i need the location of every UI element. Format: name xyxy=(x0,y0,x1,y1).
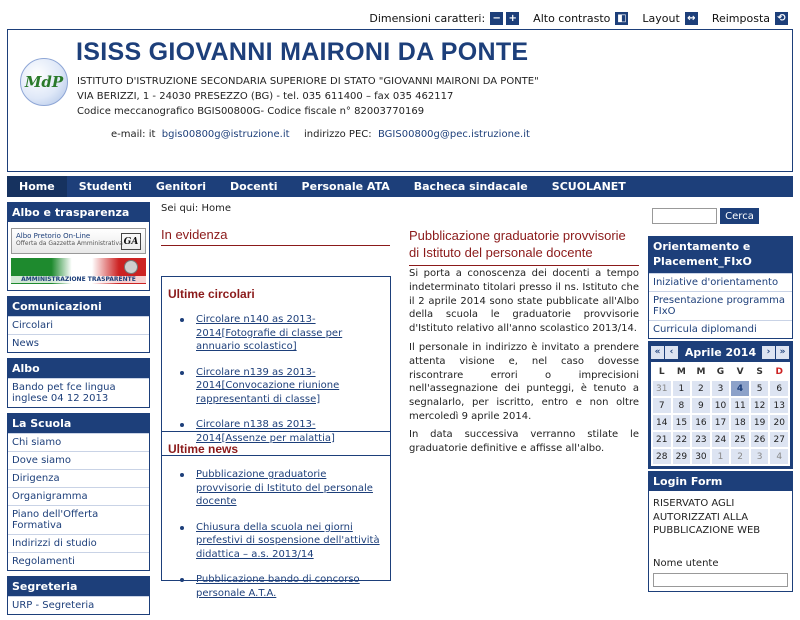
sidebar-item-fixo[interactable]: Presentazione programma FIxO xyxy=(649,291,792,320)
sidebar-item-news[interactable]: News xyxy=(8,334,149,352)
orientamento-title: Orientamento e Placement_FIxO xyxy=(649,237,792,273)
albo-pretorio-banner[interactable] xyxy=(11,228,146,254)
article-title: Pubblicazione graduatorie provvisorie di Istituto del personale docente xyxy=(409,228,639,266)
pec-label: indirizzo PEC: xyxy=(304,129,372,140)
school-full-name: ISTITUTO D'ISTRUZIONE SECONDARIA SUPERIORE DI STATO "GIOVANNI MAIRONI DA PONTE" xyxy=(77,76,539,87)
calendar-day[interactable]: 6 xyxy=(770,381,788,396)
username-input[interactable] xyxy=(653,573,788,587)
sidebar-item-regolamenti[interactable]: Regolamenti xyxy=(8,552,149,570)
calendar-day[interactable]: 24 xyxy=(712,432,730,447)
calendar-day[interactable]: 30 xyxy=(692,449,710,464)
breadcrumb: Sei qui: Home xyxy=(161,203,231,214)
in-evidenza-heading: In evidenza xyxy=(161,227,390,246)
segreteria-box xyxy=(7,576,150,615)
calendar-day[interactable]: 8 xyxy=(673,398,691,413)
calendar-day-header: V xyxy=(731,364,749,379)
login-box xyxy=(648,471,793,592)
calendar-day[interactable]: 28 xyxy=(653,449,671,464)
ultime-circolari-box xyxy=(161,276,391,456)
calendar-grid xyxy=(651,362,790,466)
calendar-day-header: L xyxy=(653,364,671,379)
sidebar-item-circolari[interactable]: Circolari xyxy=(8,316,149,334)
prev-year-button[interactable]: « xyxy=(651,346,664,359)
accessibility-bar xyxy=(369,12,788,25)
sidebar-item-iniziative[interactable]: Iniziative d'orientamento xyxy=(649,273,792,291)
calendar-day[interactable]: 29 xyxy=(673,449,691,464)
calendar-day[interactable]: 4 xyxy=(731,381,749,396)
nav-genitori[interactable]: Genitori xyxy=(155,180,207,193)
sidebar-item-dove-siamo[interactable]: Dove siamo xyxy=(8,451,149,469)
article-paragraph-2: Il personale in indirizzo è invitato a prendere attenta visione e, nel caso dovesse riscontrare errori o imprecisioni nell'assegnazione dei punteggi, è tenuto a segnalarlo, per iscritto, entro e non oltre mercoledì 9 aprile 2014. xyxy=(409,342,639,422)
school-address: VIA BERIZZI, 1 - 24030 PRESEZZO (BG) - tel. 035 611400 – fax 035 462117 xyxy=(77,91,454,102)
calendar-day[interactable]: 3 xyxy=(712,381,730,396)
la-scuola-title: La Scuola xyxy=(8,414,149,433)
search-input[interactable] xyxy=(652,208,717,224)
calendar-day[interactable]: 1 xyxy=(712,449,730,464)
ultime-news-title: Ultime news xyxy=(168,442,239,456)
ga-logo: GA xyxy=(121,233,141,250)
list-item[interactable] xyxy=(168,521,384,562)
amministrazione-trasparente-label: AMMINISTRAZIONE TRASPARENTE xyxy=(11,276,146,283)
amministrazione-trasparente-banner[interactable] xyxy=(11,258,146,284)
nav-personale-ata[interactable]: Personale ATA xyxy=(301,180,390,193)
left-sidebar xyxy=(7,202,150,620)
albo-banner-title: Albo Pretorio On-Line xyxy=(16,232,91,240)
article-paragraph-3: In data successiva verranno stilate le graduatorie definitive e affisse all'albo. xyxy=(409,429,639,454)
list-item[interactable] xyxy=(168,313,384,354)
calendar-day[interactable]: 27 xyxy=(770,432,788,447)
circolare-link[interactable]: Circolare n139 as 2013-2014[Convocazione riunione rappresentanti di classe] xyxy=(196,366,340,405)
login-notice: RISERVATO AGLI AUTORIZZATI ALLA PUBBLICAZIONE WEB xyxy=(653,498,761,536)
school-codes: Codice meccanografico BGIS00800G- Codice fiscale n° 82003770169 xyxy=(77,106,425,117)
calendar-month-label: Aprile 2014 xyxy=(684,345,757,359)
article-paragraph-1: Si porta a conoscenza dei docenti a tempo indeterminato titolari presso il ns. Istituto che il 2 aprile 2014 sono state pubblicate all'Albo della scuola le graduatorie provvisorie d'Istituto relativo all'anno scolastico 2013/14. xyxy=(409,268,639,335)
calendar-day[interactable]: 9 xyxy=(692,398,710,413)
sidebar-item-chi-siamo[interactable]: Chi siamo xyxy=(8,433,149,451)
news-link[interactable]: Pubblicazione graduatorie provvisorie di Istituto del personale docente xyxy=(196,469,373,507)
calendar-day[interactable]: 12 xyxy=(751,398,769,413)
calendar-day[interactable]: 1 xyxy=(673,381,691,396)
email-row xyxy=(111,129,290,140)
calendar-day[interactable]: 20 xyxy=(770,415,788,430)
calendar-day-header: G xyxy=(712,364,730,379)
prev-month-button[interactable]: ‹ xyxy=(665,346,678,359)
comunicazioni-box xyxy=(7,296,150,353)
next-year-button[interactable]: » xyxy=(776,346,789,359)
orientamento-box xyxy=(648,236,793,339)
calendar-day-header: S xyxy=(751,364,769,379)
calendar-day[interactable]: 25 xyxy=(731,432,749,447)
calendar-day-header: M xyxy=(673,364,691,379)
news-link[interactable]: Chiusura della scuola nei giorni prefestivi di sospensione dell'attività didattica – a.s. 2013/14 xyxy=(196,521,380,560)
news-link[interactable]: Pubblicazione bando di concorso personale A.T.A. xyxy=(196,574,360,599)
calendar-day[interactable]: 17 xyxy=(712,415,730,430)
email-label: e-mail: it xyxy=(111,129,156,140)
search-button[interactable]: Cerca xyxy=(720,208,759,224)
sidebar-item-organigramma[interactable]: Organigramma xyxy=(8,487,149,505)
calendar-day[interactable]: 2 xyxy=(731,449,749,464)
nav-studenti[interactable]: Studenti xyxy=(78,180,132,193)
calendar-day[interactable]: 14 xyxy=(653,415,671,430)
circolare-link[interactable]: Circolare n138 as 2013-2014[Assenze per malattia] xyxy=(196,419,335,444)
username-label: Nome utente xyxy=(653,557,719,569)
increase-font-button[interactable]: + xyxy=(506,12,519,25)
la-scuola-box xyxy=(7,413,150,571)
list-item[interactable] xyxy=(168,573,384,600)
reset-label[interactable]: Reimposta xyxy=(711,12,770,25)
calendar-day[interactable]: 10 xyxy=(712,398,730,413)
calendar-day[interactable]: 15 xyxy=(673,415,691,430)
sidebar-item-pof[interactable]: Piano dell'Offerta Formativa xyxy=(8,505,149,534)
nav-docenti[interactable]: Docenti xyxy=(230,180,278,193)
calendar-day[interactable]: 13 xyxy=(770,398,788,413)
layout-label[interactable]: Layout xyxy=(642,12,680,25)
calendar-day[interactable]: 4 xyxy=(770,449,788,464)
calendar-day[interactable]: 22 xyxy=(673,432,691,447)
high-contrast-icon[interactable]: ◧ xyxy=(617,12,627,24)
layout-icon[interactable]: ↔ xyxy=(685,12,698,25)
pec-link[interactable]: BGIS00800g@pec.istruzione.it xyxy=(378,129,530,140)
next-month-button[interactable]: › xyxy=(762,346,775,359)
sidebar-item-urp[interactable]: URP - Segreteria xyxy=(8,596,149,614)
pec-row xyxy=(304,129,530,140)
circolare-link[interactable]: Circolare n140 as 2013-2014[Fotografie di classe per annuario scolastico] xyxy=(196,314,343,352)
albo-trasparenza-box xyxy=(7,202,150,291)
republic-emblem-icon xyxy=(124,260,138,274)
ultime-circolari-title: Ultime circolari xyxy=(168,287,255,301)
albo-trasparenza-title: Albo e trasparenza xyxy=(8,203,149,222)
font-size-label: Dimensioni caratteri: xyxy=(369,12,486,25)
calendar-day[interactable]: 19 xyxy=(751,415,769,430)
calendar-header xyxy=(651,344,790,360)
calendar-day-header: D xyxy=(770,364,788,379)
sidebar-item-bando[interactable]: Bando pet fce lingua inglese 04 12 2013 xyxy=(8,378,149,407)
calendar-day[interactable]: 5 xyxy=(751,381,769,396)
list-item[interactable] xyxy=(168,468,384,509)
albo-title: Albo xyxy=(8,359,149,378)
sidebar-item-dirigenza[interactable]: Dirigenza xyxy=(8,469,149,487)
calendar-day[interactable]: 23 xyxy=(692,432,710,447)
email-link[interactable]: bgis00800g@istruzione.it xyxy=(161,129,290,140)
segreteria-title: Segreteria xyxy=(8,577,149,596)
calendar-day[interactable]: 11 xyxy=(731,398,749,413)
calendar xyxy=(648,341,793,469)
site-header xyxy=(7,29,793,172)
comunicazioni-title: Comunicazioni xyxy=(8,297,149,316)
decrease-font-button[interactable]: − xyxy=(490,12,503,25)
calendar-day[interactable]: 26 xyxy=(751,432,769,447)
nav-scuolanet[interactable]: SCUOLANET xyxy=(551,180,626,193)
calendar-day[interactable]: 18 xyxy=(731,415,749,430)
albo-banner-subtitle: Offerta da Gazzetta Amministrativa xyxy=(16,240,123,247)
main-nav xyxy=(7,176,793,197)
school-name: ISISS GIOVANNI MAIRONI DA PONTE xyxy=(76,38,529,66)
ultime-news-box xyxy=(161,431,391,599)
calendar-day[interactable]: 16 xyxy=(692,415,710,430)
calendar-day[interactable]: 3 xyxy=(751,449,769,464)
nav-bacheca-sindacale[interactable]: Bacheca sindacale xyxy=(413,180,528,193)
albo-box xyxy=(7,358,150,408)
logo-text: MdP xyxy=(24,73,64,91)
school-logo[interactable] xyxy=(20,58,68,106)
nav-home[interactable]: Home xyxy=(7,176,67,197)
calendar-day[interactable]: 31 xyxy=(653,381,671,396)
sidebar-item-indirizzi[interactable]: Indirizzi di studio xyxy=(8,534,149,552)
reset-icon[interactable]: ⟲ xyxy=(775,12,788,25)
calendar-day[interactable]: 21 xyxy=(653,432,671,447)
calendar-day-header: M xyxy=(692,364,710,379)
sidebar-item-curricula[interactable]: Curricula diplomandi xyxy=(649,320,792,338)
calendar-day[interactable]: 7 xyxy=(653,398,671,413)
login-title: Login Form xyxy=(649,472,792,491)
list-item[interactable] xyxy=(168,366,384,407)
calendar-day[interactable]: 2 xyxy=(692,381,710,396)
high-contrast-label[interactable]: Alto contrasto xyxy=(533,12,611,25)
